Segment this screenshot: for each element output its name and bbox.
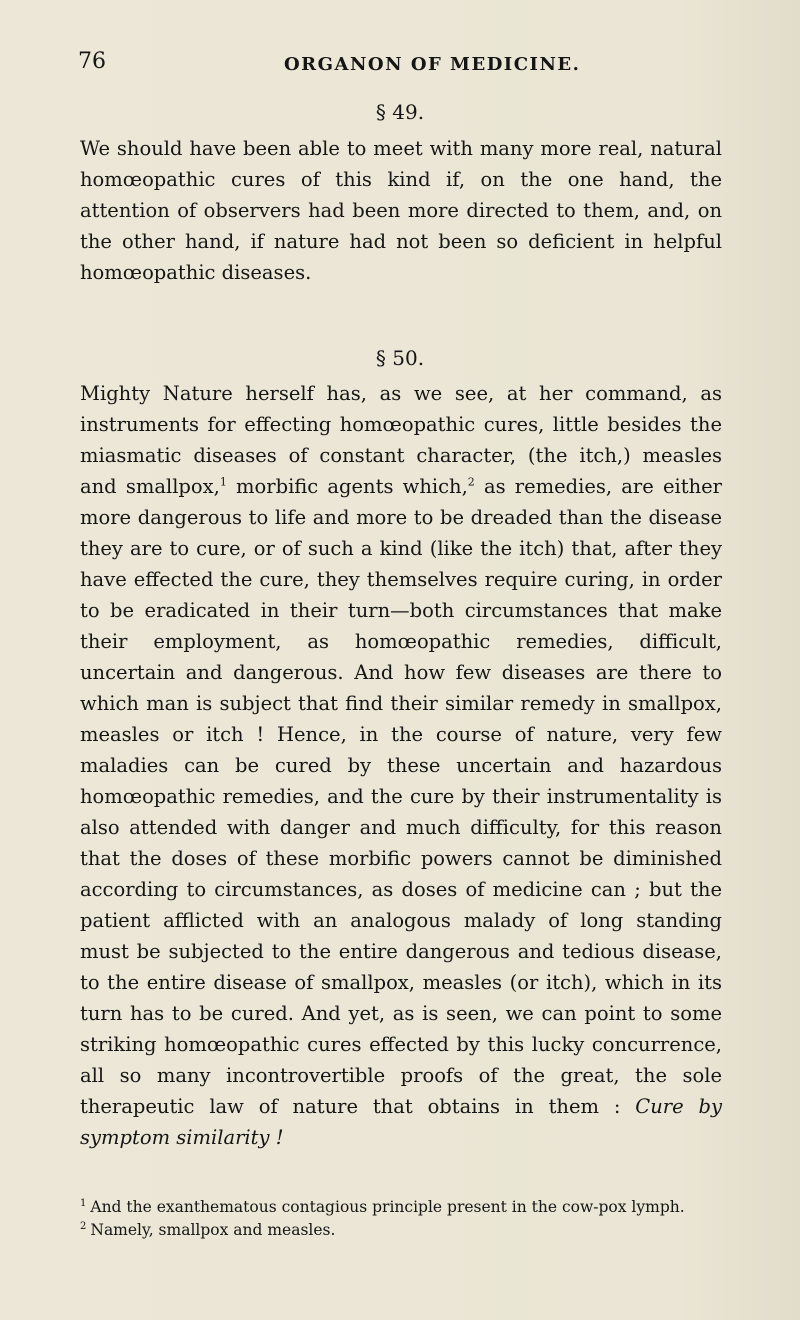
paragraph-text: Mighty Nature herself has, as we see, at her command, as instruments for effecting homœopathic cures, little besides the miasmatic diseases of constant character, (the itch,) measles and smallpox, (80, 382, 722, 498)
section-50-paragraph (80, 378, 722, 1153)
paragraph-text: as remedies, are either more dangerous to life and more to be dreaded than the disease they are to cure, or of such a kind (like the itch) that, after they have effected the cure, they themselves require curing, in order to be eradicated in their turn—both circumstances that make their employment, as homœopathic remedies, difficult, uncertain and dangerous. And how few diseases are there to which man is subject that find their similar remedy in smallpox, measles or itch ! Hence, in the course of nature, very few maladies can be cured by these uncertain and hazardous homœopathic remedies, and the cure by their instrumentality is also attended with danger and much difficulty, for this reason that the doses of these morbific powers cannot be diminished according to circumstances, as doses of medicine can ; but the patient afflicted with an analogous malady of long standing must be subjected to the entire dangerous and tedious disease, to the entire disease of smallpox, measles (or itch), which in its turn has to be cured. And yet, as is seen, we can point to some striking homœopathic cures effected by this lucky concurrence, all so many incontrovertible proofs of the great, the sole therapeutic law of nature that obtains in them : (80, 475, 722, 1118)
section-heading-50: § 50. (375, 346, 425, 370)
running-title: ORGANON OF MEDICINE. (284, 54, 581, 75)
section-49-paragraph: We should have been able to meet with many more real, natural homœopathic cures of this kind if, on the one hand, the attention of observers had been more directed to them, and, on the other hand, if nature had not been so deficient in helpful homœopathic diseases. (80, 137, 722, 284)
footnote-text: And the exanthematous contagious principle present in the cow-pox lymph. (90, 1198, 685, 1216)
emphasis-text: Cure by symptom similarity ! (80, 1095, 722, 1149)
footnote-text: Namely, smallpox and measles. (90, 1221, 336, 1239)
footnote-2 (80, 1219, 722, 1242)
footnote-ref-1: 1 (219, 475, 227, 489)
section-heading-49: § 49. (375, 100, 425, 124)
paragraph-text: morbific agents which, (226, 475, 468, 498)
footnote-mark: 1 (80, 1197, 87, 1209)
footnote-mark: 2 (80, 1220, 87, 1232)
footnote-ref-2: 2 (467, 475, 475, 489)
page-number: 76 (78, 49, 106, 74)
footnotes (80, 1196, 722, 1242)
footnote-1 (80, 1196, 722, 1219)
